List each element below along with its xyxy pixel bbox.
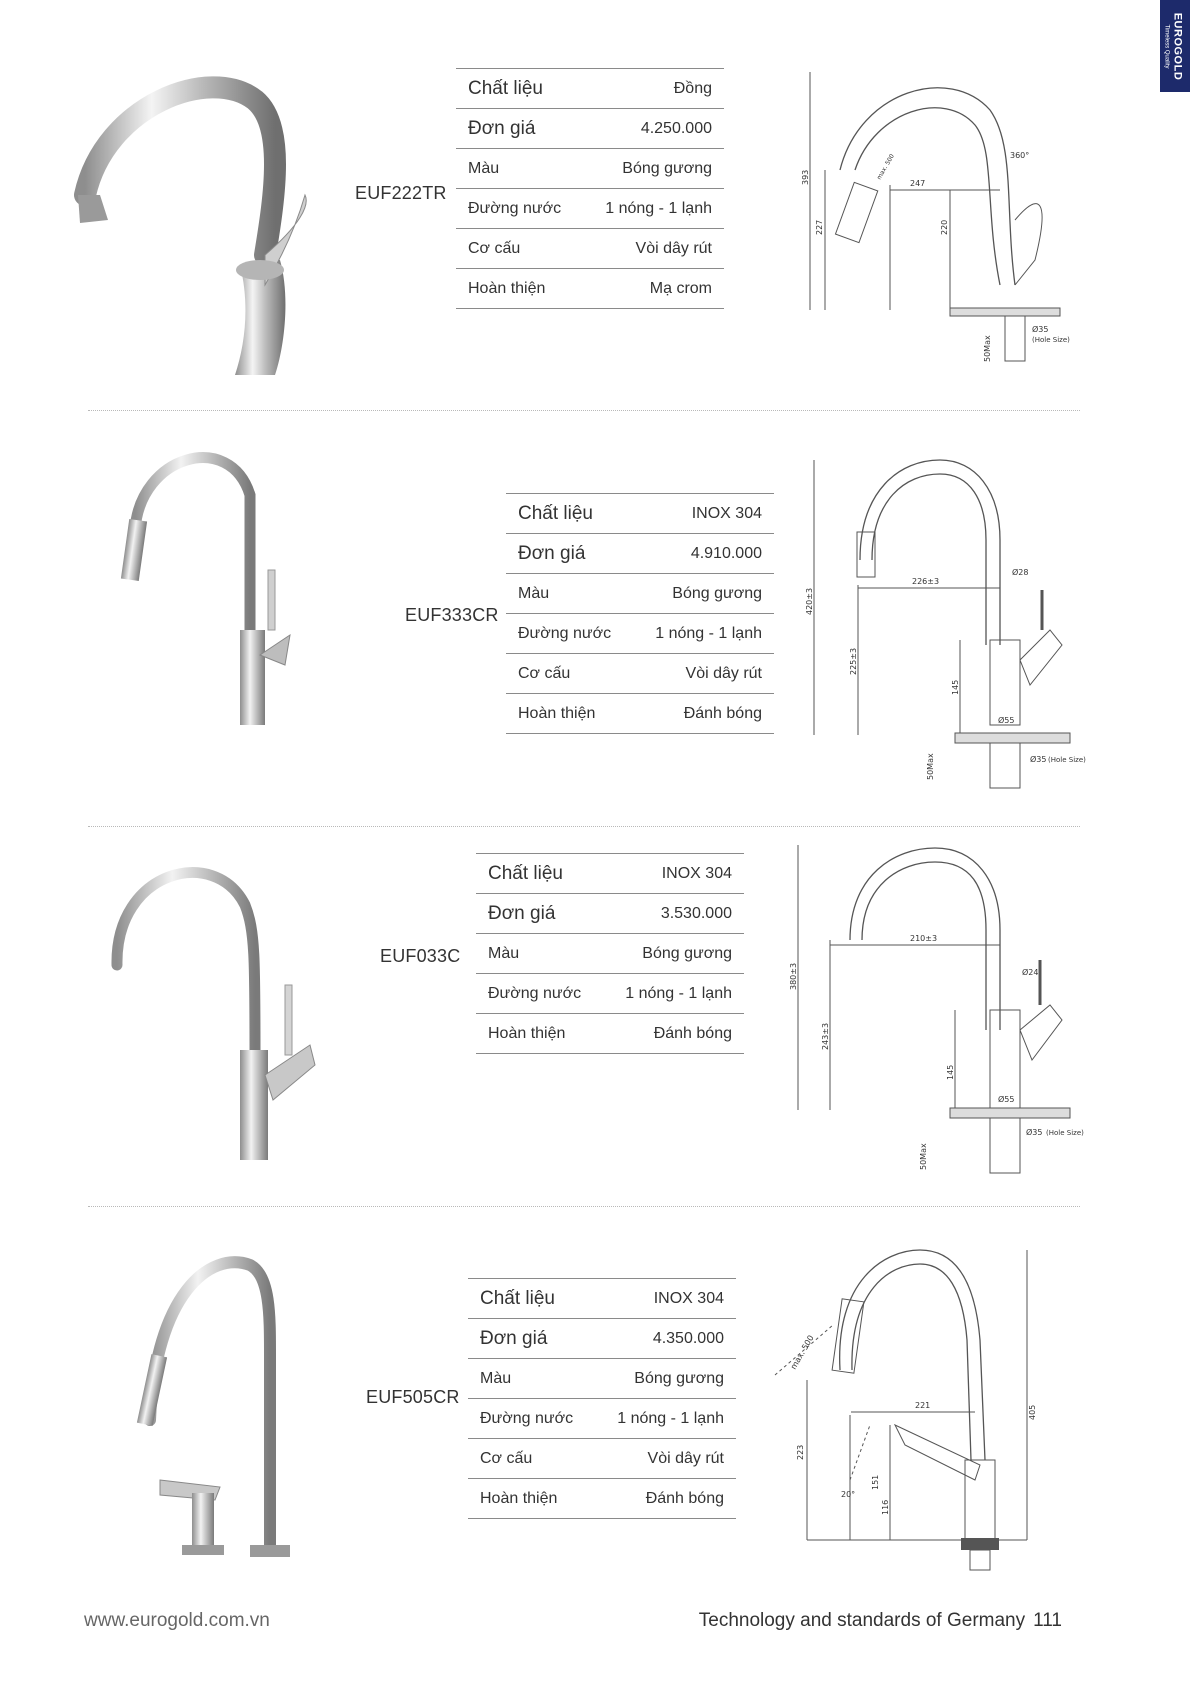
dim-reach: 221	[915, 1401, 931, 1410]
spec-value: Đánh bóng	[645, 1489, 724, 1507]
spec-table	[476, 853, 744, 1054]
footer-website[interactable]: www.eurogold.com.vn	[84, 1610, 270, 1631]
spec-row	[468, 1479, 736, 1519]
spec-row	[456, 269, 724, 309]
spec-value: Đồng	[673, 79, 712, 97]
spec-label: Chất liệu	[480, 1287, 555, 1309]
dim-pull: max. 500	[788, 1333, 816, 1371]
dim-base-dia: Ø55	[998, 1095, 1015, 1104]
dim-hole: Ø35	[1032, 325, 1049, 334]
spec-label: Hoàn thiện	[480, 1489, 558, 1507]
dim-rotation: 360°	[1010, 151, 1030, 160]
brand-name: EUROGOLD	[1171, 12, 1184, 80]
dim-top-dia: Ø24	[1022, 968, 1039, 977]
product-image-euf333cr	[110, 435, 310, 735]
spec-table	[506, 493, 774, 734]
dim-height-1: 225±3	[849, 647, 858, 675]
dim-hole-note: (Hole Size)	[1046, 1129, 1084, 1137]
dim-height-total: 380±3	[789, 962, 798, 990]
spec-value: Vòi dây rút	[635, 239, 712, 257]
spec-label: Cơ cấu	[518, 664, 571, 682]
dim-height-total: 393	[801, 169, 810, 185]
spec-value: 4.250.000	[640, 119, 712, 137]
spec-label: Đường nước	[468, 199, 562, 217]
spec-row	[456, 229, 724, 269]
spec-label: Đường nước	[480, 1409, 574, 1427]
spec-label: Đơn giá	[518, 542, 586, 564]
spec-value: 4.910.000	[690, 544, 762, 562]
spec-label: Đơn giá	[480, 1327, 548, 1349]
spec-label: Chất liệu	[518, 502, 593, 524]
spec-label: Đường nước	[518, 624, 612, 642]
spec-value: 1 nóng - 1 lạnh	[617, 1409, 724, 1427]
dim-hole-note: (Hole Size)	[1032, 336, 1070, 344]
spec-value: Đánh bóng	[683, 704, 762, 722]
technical-drawing-euf505cr	[765, 1240, 1065, 1580]
spec-row	[476, 974, 744, 1014]
section-divider	[88, 826, 1080, 827]
product-image-euf033c	[105, 850, 325, 1165]
spec-row	[506, 534, 774, 574]
spec-label: Đơn giá	[488, 902, 556, 924]
spec-value: Đánh bóng	[653, 1024, 732, 1042]
dim-height-1: 227	[815, 219, 824, 235]
spec-value: Bóng gương	[622, 159, 712, 177]
spec-row	[476, 934, 744, 974]
dim-max-thickness: 50Max	[983, 335, 992, 362]
spec-value: 1 nóng - 1 lạnh	[655, 624, 762, 642]
page-number: 111	[1033, 1610, 1062, 1631]
spec-value: Mạ crom	[649, 279, 712, 297]
dim-hole: Ø35	[1026, 1128, 1043, 1137]
product-code: EUF333CR	[405, 605, 499, 625]
spec-row	[506, 494, 774, 534]
spec-row	[476, 854, 744, 894]
spec-label: Màu	[488, 944, 520, 962]
dim-height-2: 145	[946, 1064, 955, 1080]
product-code: EUF033C	[380, 946, 461, 966]
dim-hole-note: (Hole Size)	[1048, 756, 1086, 764]
spec-label: Cơ cấu	[480, 1449, 533, 1467]
spec-value: Bóng gương	[642, 944, 732, 962]
dim-base-dia: Ø55	[998, 716, 1015, 725]
spec-label: Màu	[518, 584, 550, 602]
spec-value: INOX 304	[691, 504, 762, 522]
spec-label: Màu	[480, 1369, 512, 1387]
spec-row	[456, 149, 724, 189]
product-image-euf222tr	[60, 55, 320, 375]
spec-value: INOX 304	[653, 1289, 724, 1307]
spec-row	[468, 1439, 736, 1479]
spec-label: Hoàn thiện	[488, 1024, 566, 1042]
spec-row	[506, 614, 774, 654]
product-code: EUF505CR	[366, 1387, 460, 1407]
dim-angle: 20°	[841, 1490, 856, 1499]
spec-row	[468, 1279, 736, 1319]
spec-row	[506, 654, 774, 694]
section-divider	[88, 1206, 1080, 1207]
technical-drawing-euf222tr	[800, 70, 1100, 370]
spec-label: Hoàn thiện	[468, 279, 546, 297]
dim-height-2: 220	[940, 219, 949, 235]
brand-tab	[1160, 0, 1190, 92]
spec-row	[468, 1359, 736, 1399]
footer-slogan-block	[699, 1610, 1062, 1632]
dim-height-total: 420±3	[805, 587, 814, 615]
technical-drawing-euf033c	[790, 840, 1100, 1180]
dim-max-thickness: 50Max	[919, 1143, 928, 1170]
spec-row	[456, 189, 724, 229]
spec-value: Bóng gương	[672, 584, 762, 602]
dim-reach: 210±3	[910, 934, 938, 943]
spec-value: Bóng gương	[634, 1369, 724, 1387]
spec-row	[476, 894, 744, 934]
dim-height-2: 151	[871, 1474, 880, 1490]
spec-label: Cơ cấu	[468, 239, 521, 257]
spec-table	[468, 1278, 736, 1519]
dim-height-1: 223	[796, 1444, 805, 1460]
spec-label: Đơn giá	[468, 117, 536, 139]
technical-drawing-euf333cr	[800, 450, 1100, 795]
product-code: EUF222TR	[355, 183, 447, 203]
spec-value: Vòi dây rút	[685, 664, 762, 682]
spec-row	[468, 1399, 736, 1439]
brand-tagline: Timeless Quality	[1163, 23, 1170, 69]
spec-value: 1 nóng - 1 lạnh	[625, 984, 732, 1002]
spec-row	[468, 1319, 736, 1359]
spec-row	[456, 69, 724, 109]
spec-label: Chất liệu	[488, 862, 563, 884]
spec-label: Màu	[468, 159, 500, 177]
dim-height-2: 145	[951, 679, 960, 695]
spec-label: Hoàn thiện	[518, 704, 596, 722]
dim-pull: max. 500	[875, 152, 896, 181]
dim-height-1: 243±3	[821, 1022, 830, 1050]
dim-reach: 226±3	[912, 577, 940, 586]
spec-row	[476, 1014, 744, 1054]
footer-slogan: Technology and standards of Germany	[698, 1610, 1026, 1631]
spec-label: Chất liệu	[468, 77, 543, 99]
dim-height-total: 405	[1028, 1404, 1037, 1420]
spec-label: Đường nước	[488, 984, 582, 1002]
spec-table	[456, 68, 724, 309]
spec-row	[506, 694, 774, 734]
spec-row	[506, 574, 774, 614]
dim-hole: Ø35	[1030, 755, 1047, 764]
product-image-euf505cr	[140, 1255, 320, 1570]
spec-value: Vòi dây rút	[647, 1449, 724, 1467]
dim-max-thickness: 50Max	[926, 753, 935, 780]
spec-value: 1 nóng - 1 lạnh	[605, 199, 712, 217]
dim-height-3: 116	[881, 1499, 890, 1515]
section-divider	[88, 410, 1080, 411]
dim-reach: 247	[910, 179, 926, 188]
spec-value: 4.350.000	[652, 1329, 724, 1347]
dim-top-dia: Ø28	[1012, 568, 1029, 577]
spec-row	[456, 109, 724, 149]
spec-value: 3.530.000	[660, 904, 732, 922]
spec-value: INOX 304	[661, 864, 732, 882]
